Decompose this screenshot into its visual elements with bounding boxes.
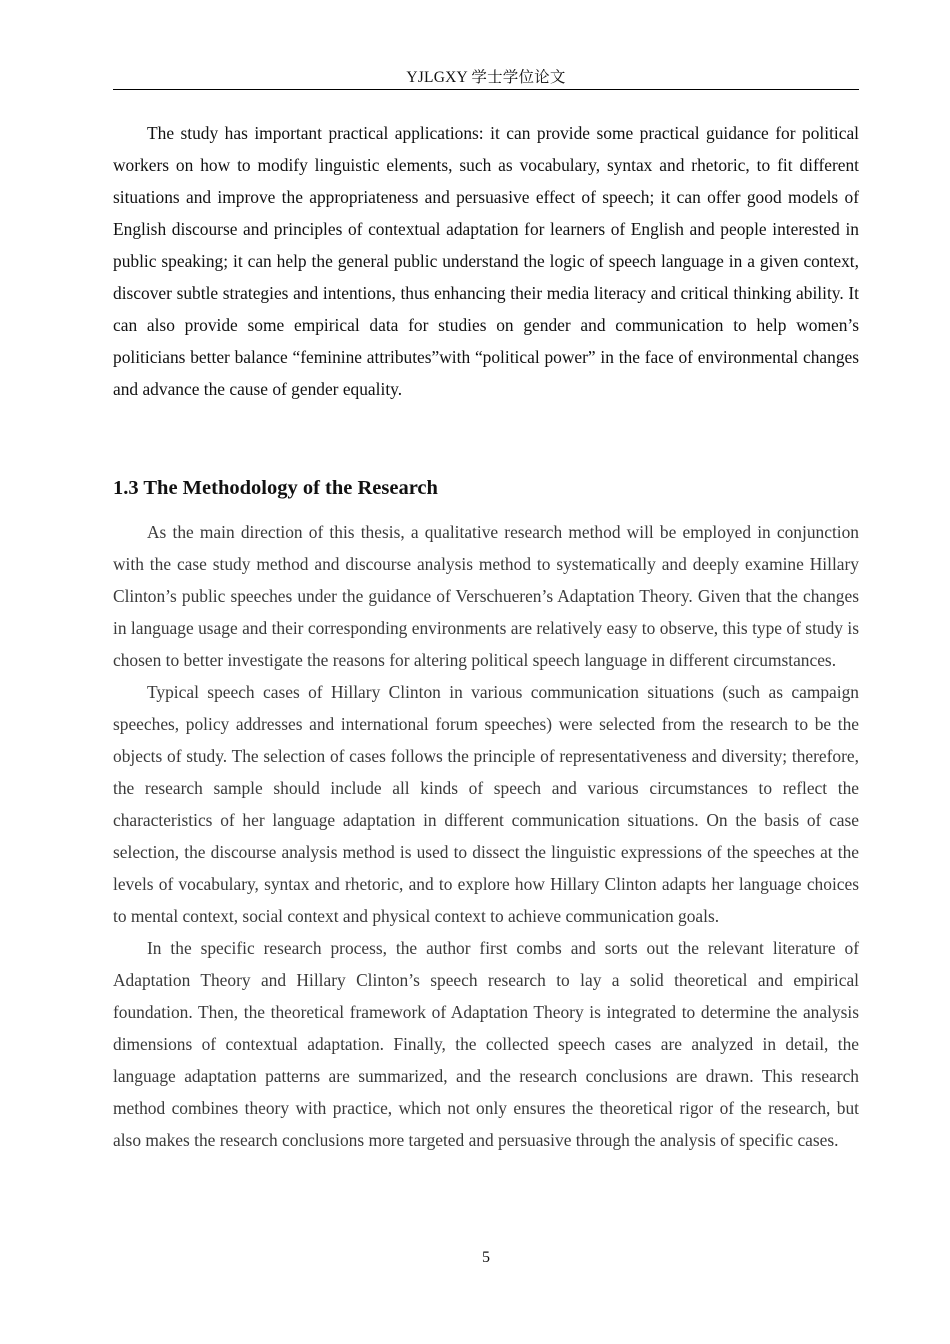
section-heading: 1.3 The Methodology of the Research: [113, 477, 438, 499]
methodology-paragraph-2: Typical speech cases of Hillary Clinton in various communication situations (such as campaign speeches, policy addresses and international forum speeches) were selected from the research to be the objects of study. The selection of cases follows the principle of representativeness and diversity; therefore, the research sample should include all kinds of speech and various circumstances to reflect the characteristics of her language adaptation in different communication situations. On the basis of case selection, the discourse analysis method is used to dissect the linguistic expressions of the speeches at the levels of vocabulary, syntax and rhetoric, and to explore how Hillary Clinton adapts her language choices to mental context, social context and physical context to achieve communication goals.: [113, 682, 859, 926]
methodology-paragraph-3: In the specific research process, the author first combs and sorts out the relevant literature of Adaptation Theory and Hillary Clinton’s speech research to lay a solid theoretical and empirical foundation. Then, the theoretical framework of Adaptation Theory is integrated to determine the analysis dimensions of contextual adaptation. Finally, the collected speech cases are analyzed in detail, the language adaptation patterns are summarized, and the research conclusions are drawn. This research method combines theory with practice, which not only ensures the theoretical rigor of the research, but also makes the research conclusions more targeted and persuasive through the analysis of specific cases.: [113, 938, 859, 1150]
intro-paragraph: The study has important practical applications: it can provide some practical guidance for political workers on how to modify linguistic elements, such as vocabulary, syntax and rhetoric, to fit different situations and improve the appropriateness and persuasive effect of speech; it can offer good models of English discourse and principles of contextual adaptation for learners of English and people interested in public speaking; it can help the general public understand the logic of speech language in a given context, discover subtle strategies and intentions, thus enhancing their media literacy and critical thinking ability. It can also provide some empirical data for studies on gender and communication to help women’s politicians better balance “feminine attributes”with “political power” in the face of environmental changes and advance the cause of gender equality.: [113, 123, 859, 399]
intro-block: [113, 117, 859, 405]
methodology-paragraph-1: As the main direction of this thesis, a qualitative research method will be employed in conjunction with the case study method and discourse analysis method to systematically and deeply examine Hillary Clinton’s public speeches under the guidance of Verschueren’s Adaptation Theory. Given that the changes in language usage and their corresponding environments are relatively easy to observe, this type of study is chosen to better investigate the reasons for altering political speech language in different circumstances.: [113, 522, 859, 670]
page-number: 5: [482, 1249, 490, 1266]
methodology-block: [113, 516, 859, 1156]
running-header: YJLGXY 学士学位论文: [406, 69, 566, 86]
header-rule: [113, 89, 859, 90]
